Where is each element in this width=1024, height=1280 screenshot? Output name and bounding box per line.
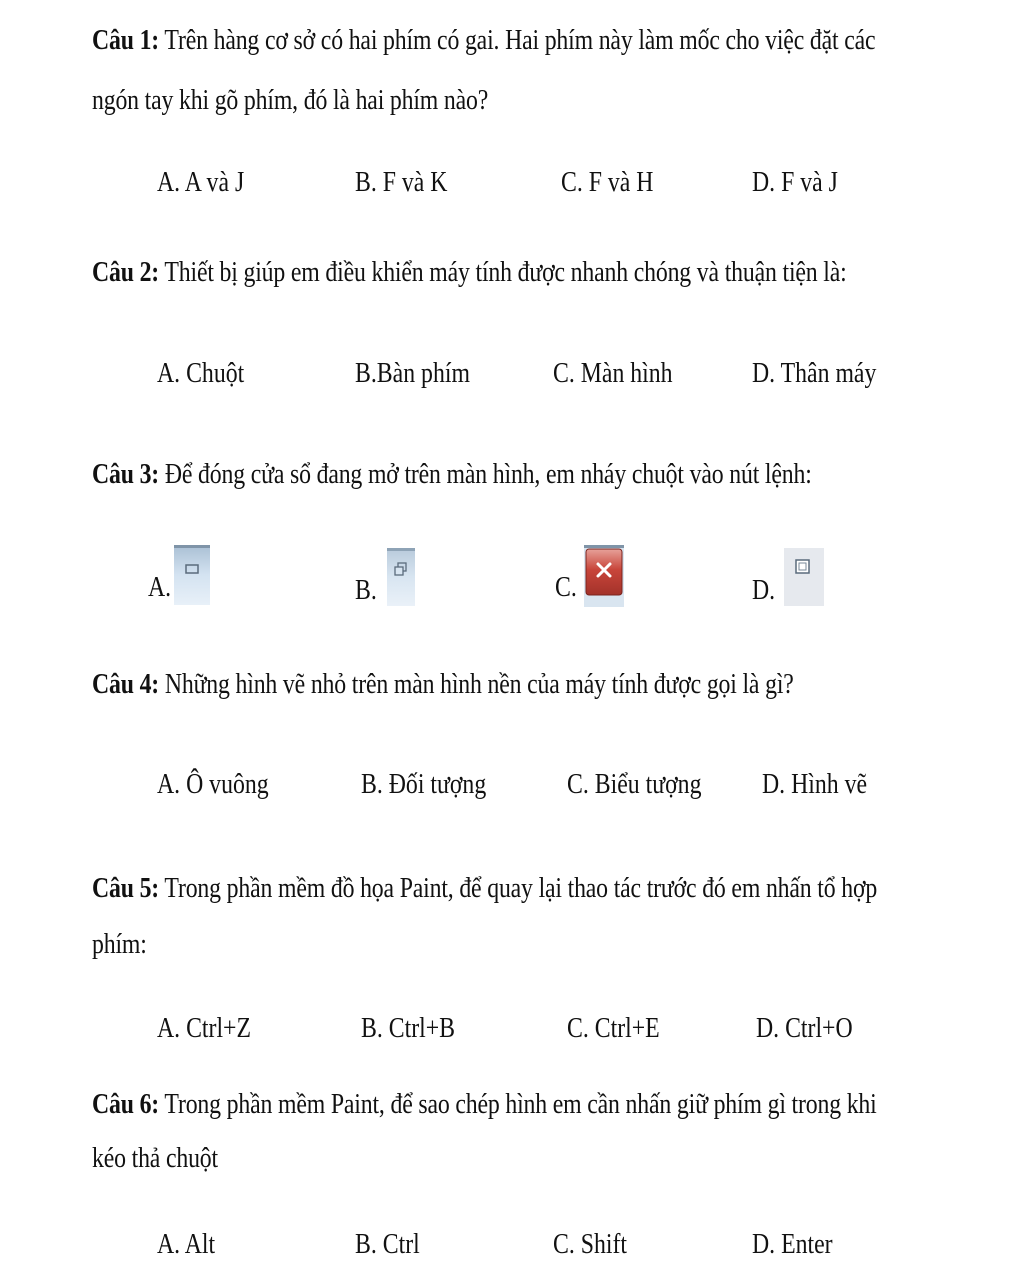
question-3-option-b[interactable] (355, 548, 425, 608)
question-2-text: Thiết bị giúp em điều khiển máy tính được nhanh chóng và thuận tiện là: (159, 256, 847, 288)
question-5-option-d[interactable]: D. Ctrl+O (756, 1012, 853, 1044)
question-4-option-b[interactable]: B. Đối tượng (361, 768, 487, 800)
question-4-text: Những hình vẽ nhỏ trên màn hình nền của máy tính được gọi là gì? (159, 668, 794, 700)
question-3-text: Để đóng cửa sổ đang mở trên màn hình, em nháy chuột vào nút lệnh: (159, 458, 812, 490)
question-5-label: Câu 5: (92, 872, 160, 904)
question-3-label: Câu 3: (92, 458, 160, 490)
question-6-option-d[interactable]: D. Enter (752, 1228, 833, 1260)
question-4-line-1 (92, 666, 794, 702)
question-1-line-1 (92, 22, 875, 58)
restore-button-icon (387, 548, 415, 606)
question-1-label: Câu 1: (92, 24, 160, 56)
question-4-label: Câu 4: (92, 668, 160, 700)
question-3-option-c[interactable] (555, 545, 635, 605)
question-2-option-d[interactable]: D. Thân máy (752, 357, 877, 389)
question-3-option-a-letter: A. (148, 571, 172, 603)
question-6-option-c[interactable]: C. Shift (553, 1228, 628, 1260)
question-3-option-c-letter: C. (555, 571, 577, 603)
question-6-label: Câu 6: (92, 1088, 160, 1120)
question-2-option-c[interactable]: C. Màn hình (553, 357, 673, 389)
maximize-button-icon (784, 548, 824, 606)
question-2-option-b[interactable]: B.Bàn phím (355, 357, 470, 389)
question-3-option-a[interactable] (148, 545, 218, 605)
question-4-option-c[interactable]: C. Biểu tượng (567, 768, 702, 800)
question-2-line-1 (92, 254, 847, 290)
question-1-line-2: ngón tay khi gõ phím, đó là hai phím nào? (92, 84, 489, 116)
question-4-option-d[interactable]: D. Hình vẽ (762, 768, 868, 800)
minimize-button-icon (174, 545, 210, 605)
close-button-icon (584, 545, 624, 607)
question-6-option-b[interactable]: B. Ctrl (355, 1228, 420, 1260)
question-6-option-a[interactable]: A. Alt (157, 1228, 216, 1260)
question-5-text: Trong phần mềm đồ họa Paint, để quay lại thao tác trước đó em nhấn tổ hợp (159, 872, 878, 904)
question-6-text: Trong phần mềm Paint, để sao chép hình em cần nhấn giữ phím gì trong khi (159, 1088, 877, 1120)
question-2-option-a[interactable]: A. Chuột (157, 357, 245, 389)
question-5-option-c[interactable]: C. Ctrl+E (567, 1012, 660, 1044)
question-6-line-2: kéo thả chuột (92, 1142, 218, 1174)
question-1-option-a[interactable]: A. A và J (157, 166, 245, 198)
question-3-line-1 (92, 456, 812, 492)
question-1-option-c[interactable]: C. F và H (561, 166, 654, 198)
question-6-line-1 (92, 1086, 877, 1122)
question-3-option-d-letter: D. (752, 574, 776, 606)
question-5-option-a[interactable]: A. Ctrl+Z (157, 1012, 252, 1044)
question-3-option-d[interactable] (752, 548, 832, 608)
question-5-option-b[interactable]: B. Ctrl+B (361, 1012, 456, 1044)
question-3-option-b-letter: B. (355, 574, 377, 606)
question-5-line-2: phím: (92, 928, 147, 960)
question-1-option-b[interactable]: B. F và K (355, 166, 448, 198)
question-2-label: Câu 2: (92, 256, 160, 288)
question-1-text: Trên hàng cơ sở có hai phím có gai. Hai phím này làm mốc cho việc đặt các (159, 24, 876, 56)
question-1-option-d[interactable]: D. F và J (752, 166, 838, 198)
question-4-option-a[interactable]: A. Ô vuông (157, 768, 269, 800)
question-5-line-1 (92, 870, 877, 906)
